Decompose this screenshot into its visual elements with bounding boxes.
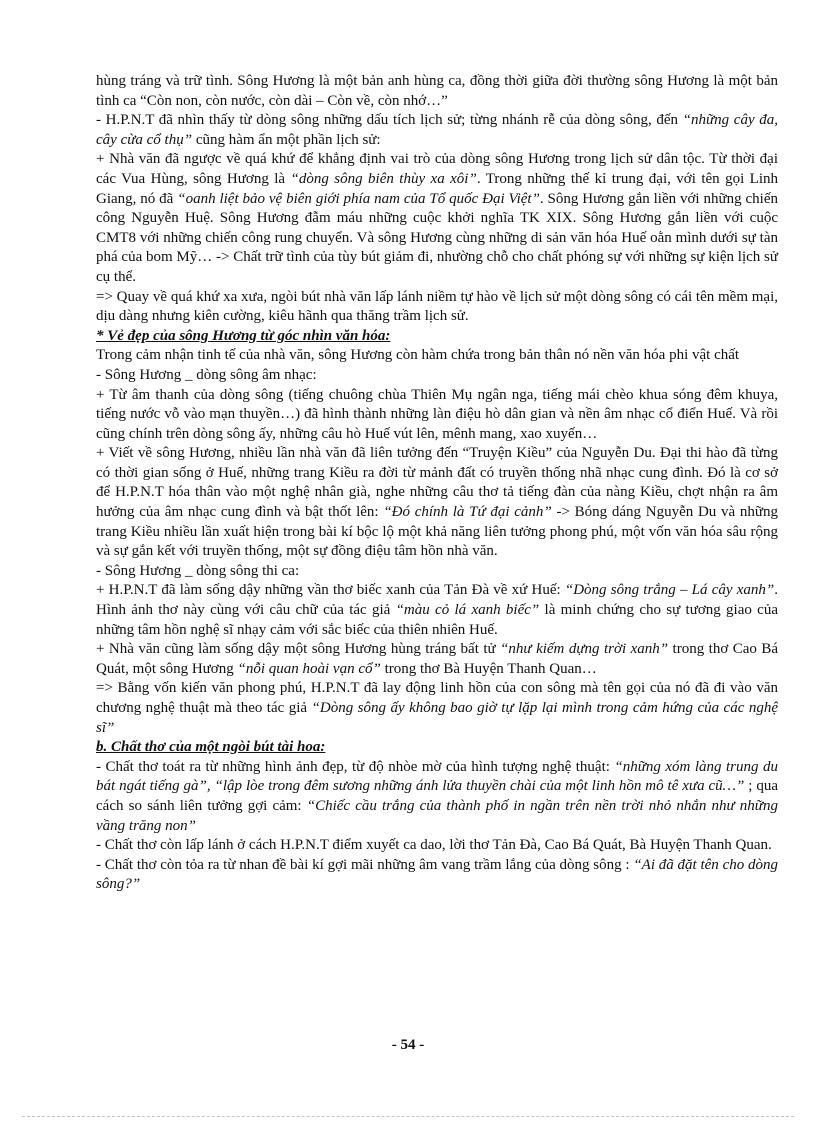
text-run: - H.P.N.T đã nhìn thấy từ dòng sông những dấu tích lịch sử; từng nhánh rễ của dòng sông, đến [96, 112, 683, 129]
paragraph [96, 856, 778, 895]
text-run: . Hình ảnh thơ này cùng với câu chữ của tác giả [96, 582, 778, 619]
text-run: - Chất thơ toát ra từ những hình ảnh đẹp, từ độ nhòe mờ của hình tượng nghệ thuật: [96, 758, 615, 775]
paragraph [96, 72, 778, 111]
paragraph [96, 386, 778, 445]
text-run: - Sông Hương _ dòng sông thi ca: [96, 562, 300, 579]
quote-text: “nỗi quan hoài vạn cổ” [237, 660, 381, 677]
quote-text: “Dòng sông trắng – Lá cây xanh” [564, 582, 775, 599]
page-body [96, 72, 778, 895]
paragraph [96, 327, 778, 347]
paragraph [96, 444, 778, 562]
text-run: trong thơ Bà Huyện Thanh Quan… [380, 660, 597, 677]
text-run: Trong cảm nhận tinh tế của nhà văn, sông Hương còn hàm chứa trong bản thân nó nền văn hóa phi vật chất [96, 347, 740, 364]
text-run: - Chất thơ còn lấp lánh ở cách H.P.N.T điểm xuyết ca dao, lời thơ Tản Đà, Cao Bá Quát, Bà Huyện Thanh Quan. [96, 837, 772, 854]
text-run: cũng hàm ẩn một phần lịch sử: [192, 131, 381, 148]
bottom-divider [22, 1116, 794, 1117]
paragraph [96, 758, 778, 836]
quote-text: “oanh liệt bảo vệ biên giới phía nam của Tổ quốc Đại Việt” [177, 190, 540, 207]
paragraph [96, 111, 778, 150]
text-run: + Từ âm thanh của dòng sông (tiếng chuông chùa Thiên Mụ ngân nga, tiếng mái chèo khua sóng đêm khuya, tiếng nước vỗ vào mạn thuyền…) đã hình thành những làn điệu hò dân gian và nền âm nhạc cổ điển Huế. Và rồi cũng chính trên dòng sông ấy, những câu hò Huế vút lên, mênh mang, xao xuyến… [96, 386, 778, 442]
paragraph [96, 150, 778, 287]
text-run: - Sông Hương _ dòng sông âm nhạc: [96, 366, 317, 383]
text-run: -> Bóng dáng Nguyễn Du và những trang Kiều nhiều lần xuất hiện trong bài kí bộc lộ một khả năng liên tưởng phong phú, một vốn văn hóa sâu rộng và sự gắn kết với truyền thống, một sự đồng điệu tâm hồn nhà văn. [96, 504, 779, 560]
text-run: => Quay về quá khứ xa xưa, ngòi bút nhà văn lấp lánh niềm tự hào về lịch sử một dòng sông có cái tên mềm mại, dịu dàng nhưng kiên cường, kiêu hãnh qua thăng trầm lịch sử. [96, 288, 778, 325]
quote-text: “màu cỏ lá xanh biếc” [395, 602, 540, 619]
paragraph [96, 346, 778, 366]
quote-text: “những cây đa, cây cừa cổ thụ” [96, 112, 779, 148]
text-run: . Sông Hương gắn liền với những chiến công Nguyễn Huệ. Sông Hương đẫm máu những cuộc khởi nghĩa TK XIX. Sông Hương gắn liền với cuộc CMT8 với những chiến công rung chuyển. Và sông Hương cùng những di sản văn hóa Huế oằn mình dưới sự tàn phá của bom Mỹ… -> Chất trữ tình của tùy bút giảm đi, nhường chỗ cho chất phóng sự với những sự kiện lịch sử cụ thể. [96, 190, 778, 285]
section-heading: b. Chất thơ của một ngòi bút tài hoa: [96, 739, 326, 756]
text-run: + H.P.N.T đã làm sống dậy những vần thơ biếc xanh của Tản Đà về xứ Huế: [96, 582, 565, 599]
paragraph [96, 836, 778, 856]
paragraph [96, 640, 778, 679]
quote-text: “dòng sông biên thùy xa xôi” [290, 170, 477, 187]
quote-text: “như kiếm dựng trời xanh” [500, 641, 669, 658]
text-run: trong thơ Cao Bá Quát, một sông Hương [96, 641, 779, 677]
paragraph [96, 288, 778, 327]
paragraph [96, 562, 778, 582]
quote-text: “Chiếc cầu trắng của thành phố in ngần trên nền trời nhỏ nhắn như những vầng trăng non” [96, 797, 778, 834]
text-run: + Nhà văn đã ngược về quá khứ để khẳng định vai trò của dòng sông Hương trong lịch sử dân tộc. Từ thời đại các Vua Hùng, sông Hương là [96, 151, 778, 187]
paragraph [96, 679, 778, 738]
quote-text: “Dòng sông ấy không bao giờ tự lặp lại mình trong cảm hứng của các nghệ sĩ” [96, 700, 778, 736]
text-run: - Chất thơ còn tỏa ra từ nhan đề bài kí gợi mãi những âm vang trầm lắng của dòng sông : [96, 856, 634, 873]
quote-text: “Ai đã đặt tên cho dòng sông?” [96, 856, 778, 893]
paragraph [96, 738, 778, 758]
text-run: hùng tráng và trữ tình. Sông Hương là một bản anh hùng ca, đồng thời giữa đời thường sông Hương là một bản tình ca “Còn non, còn nước, còn dài – Còn về, còn nhớ…” [96, 73, 778, 109]
section-heading: * Vẻ đẹp của sông Hương từ góc nhìn văn hóa: [96, 327, 391, 344]
text-run: là minh chứng cho sự tương giao của những tâm hồn nghệ sĩ nhạy cảm với sắc biếc của thiên nhiên Huế. [96, 602, 778, 638]
page-number: - 54 - [391, 1037, 425, 1053]
text-run: => Bằng vốn kiến văn phong phú, H.P.N.T đã lay động linh hồn của con sông mà tên gọi của nó đã đi vào văn chương nghệ thuật mà theo tác giả [96, 680, 778, 716]
text-run: + Nhà văn cũng làm sống dậy một sông Hương hùng tráng bất tử [96, 641, 501, 658]
quote-text: “những xóm làng trung du bát ngát tiếng gà”, “lập lòe trong đêm sương những ánh lửa thuyền chài của một linh hồn mô tê xưa cũ…” [96, 758, 778, 795]
paragraph [96, 366, 778, 386]
quote-text: “Đó chính là Tứ đại cảnh” [383, 504, 552, 521]
paragraph [96, 581, 778, 640]
text-run: + Viết về sông Hương, nhiều lần nhà văn đã liên tưởng đến “Truyện Kiều” của Nguyễn Du. Đại thi hào đã từng có thời gian sống ở Huế, những trang Kiều ra đời từ mảnh đất có truyền thống nhã nhạc cung đình. Đó là cơ sở để H.P.N.T hóa thân vào một nghệ nhân già, nghe những câu thơ tả tiếng đàn của nàng Kiều, chợt nhận ra âm hưởng của âm nhạc cung đình và bật thốt lên: [96, 445, 778, 521]
text-run: ; qua cách so sánh liên tưởng gợi cảm: [96, 778, 778, 814]
text-run: . Trong những thế kỉ trung đại, với tên gọi Linh Giang, nó đã [96, 170, 779, 207]
